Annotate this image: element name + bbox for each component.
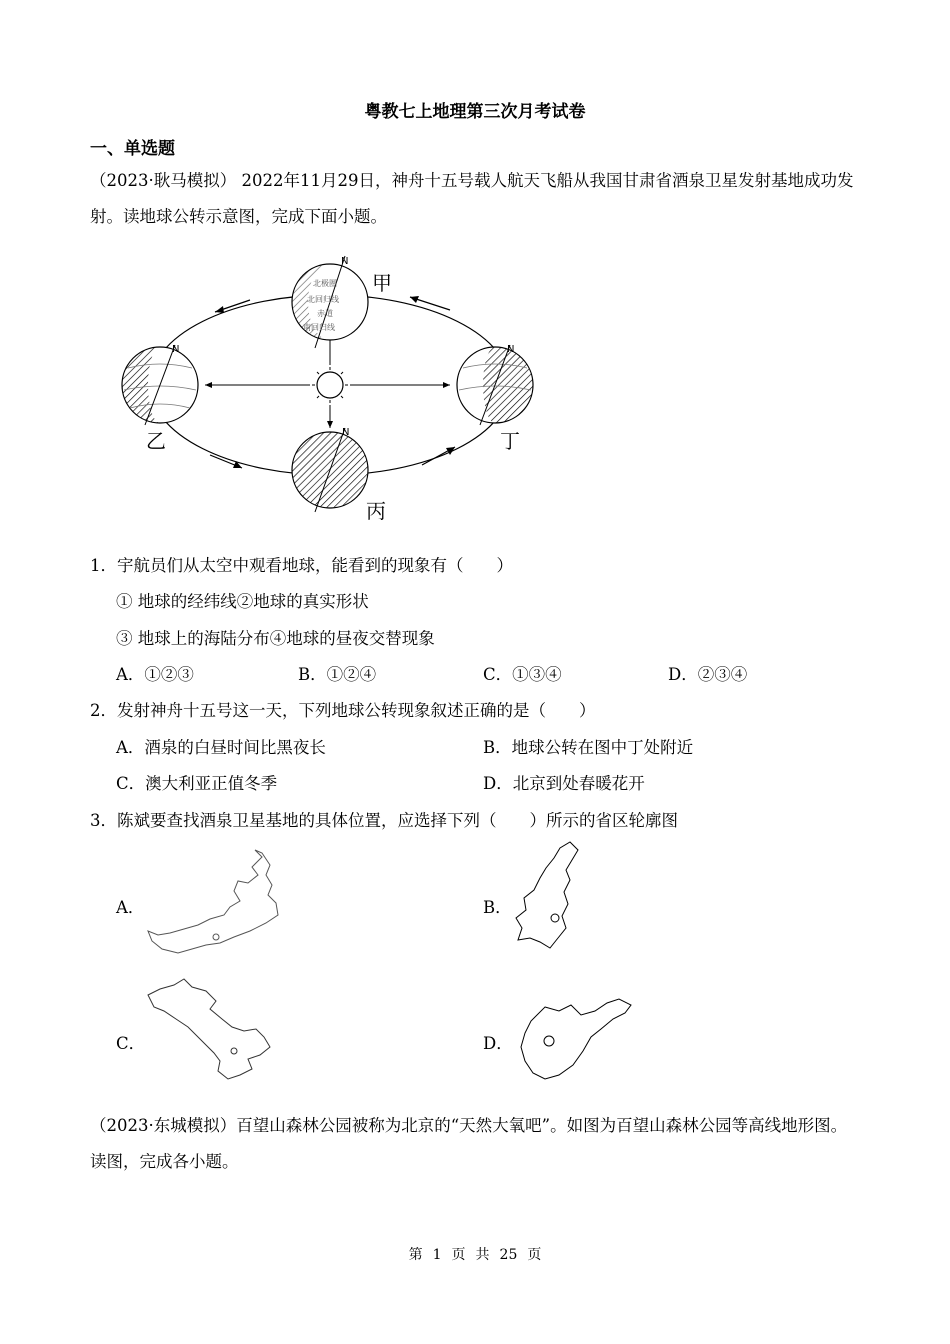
q1-option-c: C．①③④ [483,665,562,684]
q1-line1: ① 地球的经纬线②地球的真实形状 [116,592,369,611]
q2-option-b: B．地球公转在图中丁处附近 [483,738,694,757]
label-ding: 丁 [500,429,520,453]
svg-text:南回归线: 南回归线 [303,323,335,332]
q3-option-a: A． [116,898,145,917]
north-mark: N [341,256,349,267]
svg-text:赤道: 赤道 [317,309,333,318]
q3-option-b: B． [483,898,512,917]
q3-option-d: D． [483,1034,513,1053]
intro-paragraph-2: （2023·东城模拟）百望山森林公园被称为北京的“天然大氧吧”。如图为百望山森林公园等高线地形图。读图，完成各小题。 [90,1116,848,1171]
sun-icon [312,367,348,403]
q3-option-c: C． [116,1034,146,1053]
svg-text:N: N [342,427,350,438]
label-bing: 丙 [366,499,386,523]
q1-option-d: D．②③④ [668,665,748,684]
svg-text:N: N [507,344,515,355]
section-heading: 一、单选题 [90,139,175,159]
label-yi: 乙 [146,429,166,453]
q2-option-d: D．北京到处春暖花开 [483,774,645,793]
map-inner-mongolia [140,845,285,965]
q1-option-a: A．①②③ [116,665,194,684]
map-shaanxi [510,838,590,958]
map-gansu [140,975,290,1085]
earth-ding [457,344,533,453]
svg-text:北极圈: 北极圈 [313,279,337,288]
q1-line2: ③ 地球上的海陆分布④地球的昼夜交替现象 [116,629,435,648]
earth-jia [292,256,392,348]
q2-stem: 2．发射神舟十五号这一天，下列地球公转现象叙述正确的是（ ） [90,701,596,720]
q1-option-b: B．①②④ [298,665,377,684]
earth-yi [122,344,198,453]
svg-text:N: N [172,344,180,355]
q3-stem: 3．陈斌要查找酒泉卫星基地的具体位置，应选择下列（ ）所示的省区轮廓图 [90,811,678,830]
page-title: 粤教七上地理第三次月考试卷 [364,102,586,122]
map-shandong [515,995,640,1085]
label-jia: 甲 [372,271,392,295]
page-footer: 第 1 页 共 25 页 [408,1247,542,1263]
q2-option-a: A．酒泉的白昼时间比黑夜长 [116,738,326,757]
intro-paragraph-1: （2023·耿马模拟） 2022年11月29日，神舟十五号载人航天飞船从我国甘肃省酒泉卫星发射基地成功发射。读地球公转示意图，完成下面小题。 [90,171,854,226]
q1-stem: 1．宇航员们从太空中观看地球，能看到的现象有（ ） [90,556,513,575]
earth-revolution-diagram [110,250,550,530]
q2-option-c: C．澳大利亚正值冬季 [116,774,278,793]
earth-bing [292,427,386,523]
svg-text:北回归线: 北回归线 [307,295,339,304]
